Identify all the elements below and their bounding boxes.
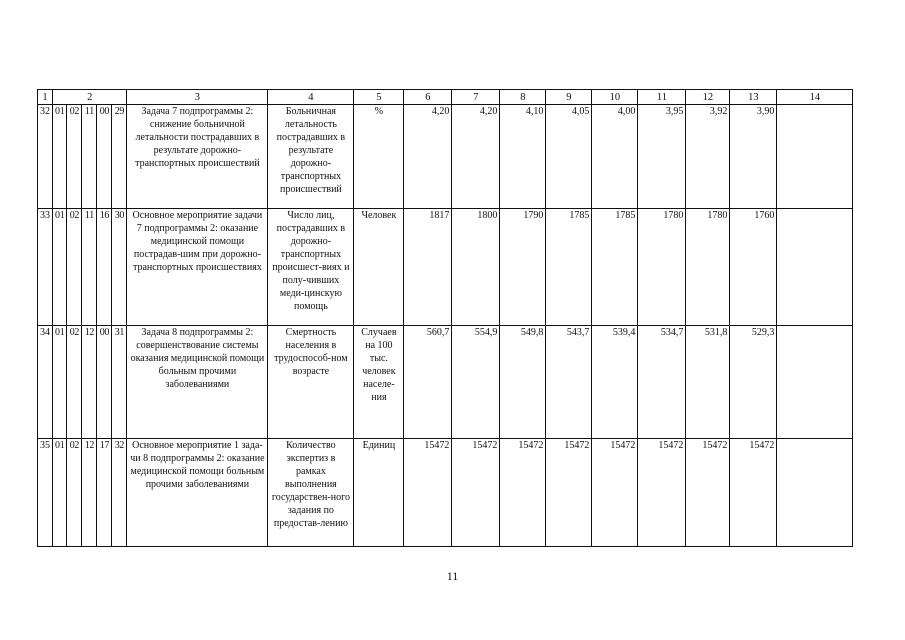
code-cell: 17 <box>97 439 112 547</box>
header-cell: 3 <box>127 90 268 105</box>
value-cell: 15472 <box>686 439 730 547</box>
value-cell: 1760 <box>730 209 777 326</box>
header-cell: 9 <box>546 90 592 105</box>
code-cell: 12 <box>82 326 97 439</box>
value-cell: 1785 <box>546 209 592 326</box>
code-cell: 12 <box>82 439 97 547</box>
header-cell: 12 <box>686 90 730 105</box>
code-cell: 11 <box>82 209 97 326</box>
code-cell: 02 <box>67 209 82 326</box>
row-number: 32 <box>38 105 53 209</box>
row-number: 35 <box>38 439 53 547</box>
value-cell: 531,8 <box>686 326 730 439</box>
value-cell: 549,8 <box>500 326 546 439</box>
empty-cell <box>777 326 853 439</box>
empty-cell <box>777 209 853 326</box>
value-cell: 15472 <box>546 439 592 547</box>
empty-cell <box>777 439 853 547</box>
code-cell: 01 <box>53 326 67 439</box>
code-cell: 31 <box>112 326 127 439</box>
value-cell: 554,9 <box>452 326 500 439</box>
code-cell: 02 <box>67 326 82 439</box>
indicator-name-cell: Количество экспертиз в рамках выполнения государствен-ного задания по предостав-лению <box>268 439 354 547</box>
indicator-name-cell: Число лиц, пострадавших в дорожно-транспортных происшест-виях и полу-чивших меди-цинскую помощь <box>268 209 354 326</box>
table-row <box>38 439 853 547</box>
value-cell: 539,4 <box>592 326 638 439</box>
row-number: 34 <box>38 326 53 439</box>
page-number: 11 <box>446 569 459 583</box>
value-cell: 4,20 <box>404 105 452 209</box>
indicators-table <box>37 89 853 547</box>
code-cell: 30 <box>112 209 127 326</box>
code-cell: 00 <box>97 105 112 209</box>
code-cell: 02 <box>67 105 82 209</box>
code-cell: 00 <box>97 326 112 439</box>
header-cell: 8 <box>500 90 546 105</box>
table-row <box>38 326 853 439</box>
unit-cell: Единиц <box>354 439 404 547</box>
value-cell: 15472 <box>452 439 500 547</box>
value-cell: 4,10 <box>500 105 546 209</box>
unit-cell: Случаев на 100 тыс. человек населе-ния <box>354 326 404 439</box>
empty-cell <box>777 105 853 209</box>
value-cell: 15472 <box>500 439 546 547</box>
value-cell: 3,95 <box>638 105 686 209</box>
header-cell: 7 <box>452 90 500 105</box>
header-row <box>38 90 853 105</box>
value-cell: 1785 <box>592 209 638 326</box>
unit-cell: Человек <box>354 209 404 326</box>
value-cell: 1780 <box>638 209 686 326</box>
header-cell: 4 <box>268 90 354 105</box>
code-cell: 01 <box>53 209 67 326</box>
value-cell: 15472 <box>638 439 686 547</box>
code-cell: 01 <box>53 439 67 547</box>
value-cell: 4,05 <box>546 105 592 209</box>
value-cell: 1817 <box>404 209 452 326</box>
program-name-cell: Задача 7 подпрограммы 2: снижение больничной летальности пострадавших в результате дорожно-транспортных происшествий <box>127 105 268 209</box>
code-cell: 16 <box>97 209 112 326</box>
code-cell: 29 <box>112 105 127 209</box>
value-cell: 4,20 <box>452 105 500 209</box>
value-cell: 4,00 <box>592 105 638 209</box>
value-cell: 15472 <box>592 439 638 547</box>
indicator-name-cell: Больничная летальность пострадавших в результате дорожно-транспортных происшествий <box>268 105 354 209</box>
code-cell: 01 <box>53 105 67 209</box>
unit-cell: % <box>354 105 404 209</box>
indicator-name-cell: Смертность населения в трудоспособ-ном возрасте <box>268 326 354 439</box>
code-cell: 11 <box>82 105 97 209</box>
header-cell: 13 <box>730 90 777 105</box>
value-cell: 1790 <box>500 209 546 326</box>
header-cell: 2 <box>53 90 127 105</box>
header-cell: 6 <box>404 90 452 105</box>
code-cell: 02 <box>67 439 82 547</box>
code-cell: 32 <box>112 439 127 547</box>
table-row <box>38 209 853 326</box>
header-cell: 5 <box>354 90 404 105</box>
value-cell: 3,92 <box>686 105 730 209</box>
value-cell: 534,7 <box>638 326 686 439</box>
header-cell: 1 <box>38 90 53 105</box>
header-cell: 11 <box>638 90 686 105</box>
program-name-cell: Основное мероприятие 1 зада-чи 8 подпрограммы 2: оказание медицинской помощи больным прочими заболеваниями <box>127 439 268 547</box>
value-cell: 1800 <box>452 209 500 326</box>
header-cell: 10 <box>592 90 638 105</box>
table-row <box>38 105 853 209</box>
value-cell: 3,90 <box>730 105 777 209</box>
value-cell: 529,3 <box>730 326 777 439</box>
row-number: 33 <box>38 209 53 326</box>
program-name-cell: Основное мероприятие задачи 7 подпрограммы 2: оказание медицинской помощи пострадав-шим при дорожно-транспортных происшествиях <box>127 209 268 326</box>
value-cell: 560,7 <box>404 326 452 439</box>
value-cell: 543,7 <box>546 326 592 439</box>
program-name-cell: Задача 8 подпрограммы 2: совершенствование системы оказания медицинской помощи больным прочими заболеваниями <box>127 326 268 439</box>
value-cell: 15472 <box>404 439 452 547</box>
value-cell: 1780 <box>686 209 730 326</box>
header-cell: 14 <box>777 90 853 105</box>
value-cell: 15472 <box>730 439 777 547</box>
